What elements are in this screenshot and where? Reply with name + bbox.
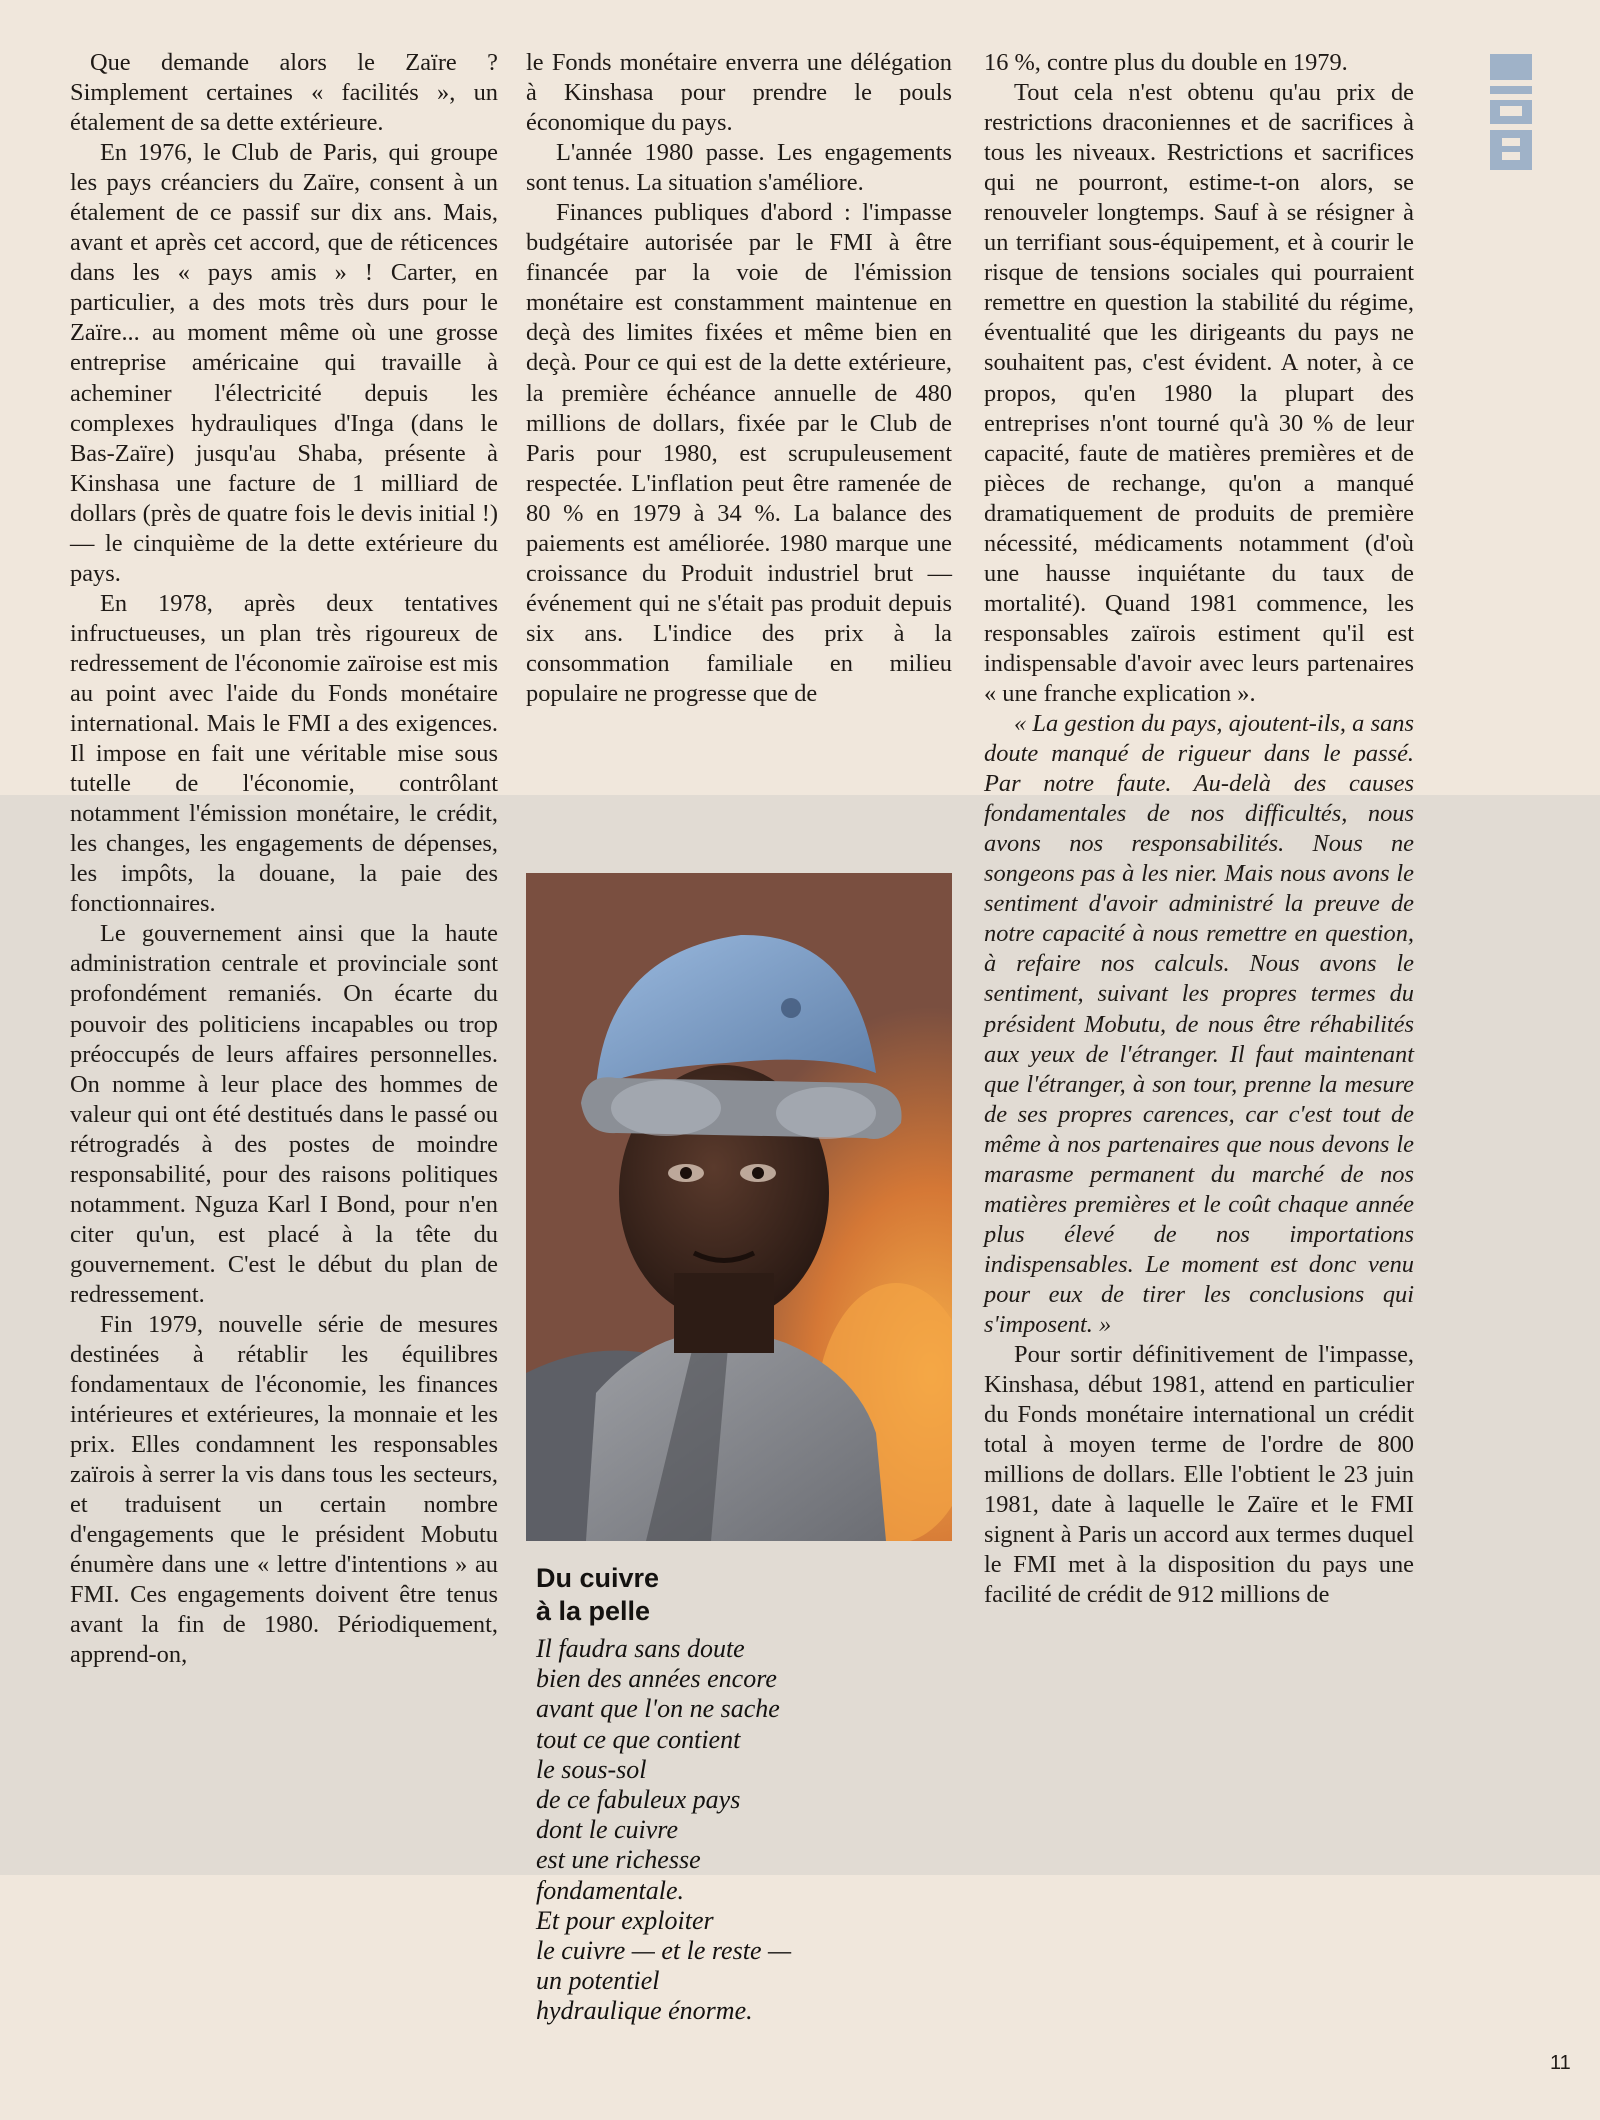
- paragraph: Tout cela n'est obtenu qu'au prix de restrictions draconiennes et de sacrifices à tous les niveaux. Restrictions et sacrifices qui ne pourront, estime-t-on alors, se renouveler longtemps. Sauf à se résigner à un terrifiant sous-équipement, et à courir le risque de tensions sociales qui pourraient remettre en question la stabilité du régime, éventualité que les dirigeants du pays ne souhaitent pas, c'est évident. A noter, à ce propos, qu'en 1980 la plupart des entreprises n'ont tourné qu'à 30 % de leur capacité, faute de matières premières et de pièces de rechange, qu'on a manqué dramatiquement de produits de première nécessité, médicaments notamment (d'où une hausse inquiétante du taux de mortalité). Quand 1981 commence, les responsables zaïrois estiment qu'il est indispensable d'avoir avec leurs partenaires « une franche explication ».: [984, 79, 1414, 707]
- paragraph: Fin 1979, nouvelle série de mesures destinées à rétablir les équilibres fondamentaux de l'économie, les finances intérieures et extérieures, la monnaie et les prix. Elles condamnent les responsables zaïrois à serrer la vis dans tous les secteurs, et traduisent un certain nombre d'engagements que le président Mobutu énumère dans une « lettre d'intentions » au FMI. Ces engagements doivent être tenus avant la fin de 1980. Périodiquement, apprend-on,: [70, 1310, 498, 1669]
- caption-line: dont le cuivre: [536, 1815, 678, 1845]
- caption-title-line: à la pelle: [536, 1596, 651, 1626]
- paragraph: Le gouvernement ainsi que la haute administration centrale et provinciale sont profondément remaniés. On écarte du pouvoir des politiciens incapables ou trop préoccupés de leurs affaires personnelles. On nomme à leur place des hommes de valeur qui ont été destitués dans le passé ou rétrogradés à des postes de moindre responsabilité, pour des raisons politiques notamment. Nguza Karl I Bond, pour n'en citer qu'un, est placé à la tête du gouvernement. C'est le début du plan de redressement.: [70, 920, 498, 1308]
- caption-body: [536, 1634, 936, 2027]
- caption-line: avant que l'on ne sache: [536, 1694, 780, 1724]
- caption-line: bien des années encore: [536, 1664, 777, 1694]
- caption-line: Il faudra sans doute: [536, 1634, 745, 1663]
- miner-portrait-photo: [526, 873, 952, 1541]
- caption-line: le cuivre — et le reste —: [536, 1936, 792, 1966]
- caption-line: Et pour exploiter: [536, 1905, 714, 1935]
- miner-portrait-icon: [526, 873, 952, 1541]
- caption-line: de ce fabuleux pays: [536, 1785, 741, 1815]
- paragraph: En 1978, après deux tentatives infructueuses, un plan très rigoureux de redressement de l'économie zaïroise est mis au point avec l'aide du Fonds monétaire international. Mais le FMI a des exigences. Il impose en fait une véritable mise sous tutelle de l'économie, contrôlant notamment l'émission monétaire, le crédit, les changes, les engagements de dépenses, les impôts, la douane, la paie des fonctionnaires.: [70, 589, 498, 918]
- caption-title: [536, 1562, 936, 1628]
- paragraph: Pour sortir définitivement de l'impasse, Kinshasa, début 1981, attend en particulier du Fonds monétaire international un crédit total à moyen terme de l'ordre de 800 millions de dollars. Elle l'obtient le 23 juin 1981, date à laquelle le Zaïre et le FMI signent à Paris un accord aux termes duquel le FMI met à la disposition du pays une facilité de crédit de 912 millions de: [984, 1341, 1414, 1609]
- article-column-1: [70, 48, 498, 1671]
- paragraph-italic-quote: « La gestion du pays, ajoutent-ils, a sans doute manqué de rigueur dans le passé. Par notre faute. Au-delà des causes fondamentales de nos difficultés, nous avons nos responsabilités. Nous ne songeons pas à les nier. Mais nous avons le sentiment d'avoir administré la preuve de notre capacité à nous remettre en question, à refaire nos calculs. Nous avons le sentiment, suivant les propres termes du président Mobutu, de nous être réhabilités aux yeux de l'étranger. Il faut maintenant que l'étranger, à son tour, prenne la mesure de ses propres carences, car c'est tout de même à nos partenaires que nous devons le marasme permanent du marché de nos matières premières et le coût chaque année plus élevé de nos importations indispensables. Le moment est donc venu pour eux de tirer les conclusions qui s'imposent. »: [984, 710, 1414, 1338]
- paragraph: le Fonds monétaire enverra une délégation à Kinshasa pour prendre le pouls économique du pays.: [526, 49, 952, 137]
- paragraph: Finances publiques d'abord : l'impasse budgétaire autorisée par le FMI à être financée par la voie de l'émission monétaire est constamment maintenue en deçà des limites fixées et même bien en deçà. Pour ce qui est de la dette extérieure, la première échéance annuelle de 480 millions de dollars, fixée par le Club de Paris pour 1980, est scrupuleusement respectée. L'inflation peut être ramenée de 80 % en 1979 à 34 %. La balance des paiements est améliorée. 1980 marque une croissance du Produit industriel brut — événement qui ne s'était pas produit depuis six ans. L'indice des prix à la consommation familiale en milieu populaire ne progresse que de: [526, 199, 952, 707]
- paragraph: L'année 1980 passe. Les engagements sont tenus. La situation s'améliore.: [526, 139, 952, 197]
- caption-line: fondamentale.: [536, 1875, 685, 1905]
- caption-line: tout ce que contient: [536, 1724, 741, 1754]
- caption-line: hydraulique énorme.: [536, 1996, 753, 2026]
- page-number: 11: [1550, 2052, 1571, 2074]
- paragraph: Que demande alors le Zaïre ? Simplement certaines « facilités », un étalement de sa dette extérieure.: [70, 49, 498, 137]
- caption-line: le sous-sol: [536, 1754, 647, 1784]
- caption-title-line: Du cuivre: [536, 1563, 660, 1593]
- magazine-logo-icon: [1488, 52, 1534, 174]
- article-column-3: [984, 48, 1414, 1610]
- caption-line: un potentiel: [536, 1966, 660, 1996]
- article-column-2: [526, 48, 952, 709]
- photo-caption: [536, 1562, 936, 2027]
- paragraph: 16 %, contre plus du double en 1979.: [984, 49, 1348, 76]
- paragraph: En 1976, le Club de Paris, qui groupe les pays créanciers du Zaïre, consent à un étalement de ce passif sur dix ans. Mais, avant et après cet accord, que de réticences dans les « pays amis » ! Carter, en particulier, a des mots très durs pour le Zaïre... au moment même où une grosse entreprise américaine qui travaille à acheminer l'électricité depuis les complexes hydrauliques d'Inga (dans le Bas-Zaïre) jusqu'au Shaba, présente à Kinshasa une facture de 1 milliard de dollars (près de quatre fois le devis initial !) — le cinquième de la dette extérieure du pays.: [70, 139, 498, 587]
- caption-line: est une richesse: [536, 1845, 701, 1875]
